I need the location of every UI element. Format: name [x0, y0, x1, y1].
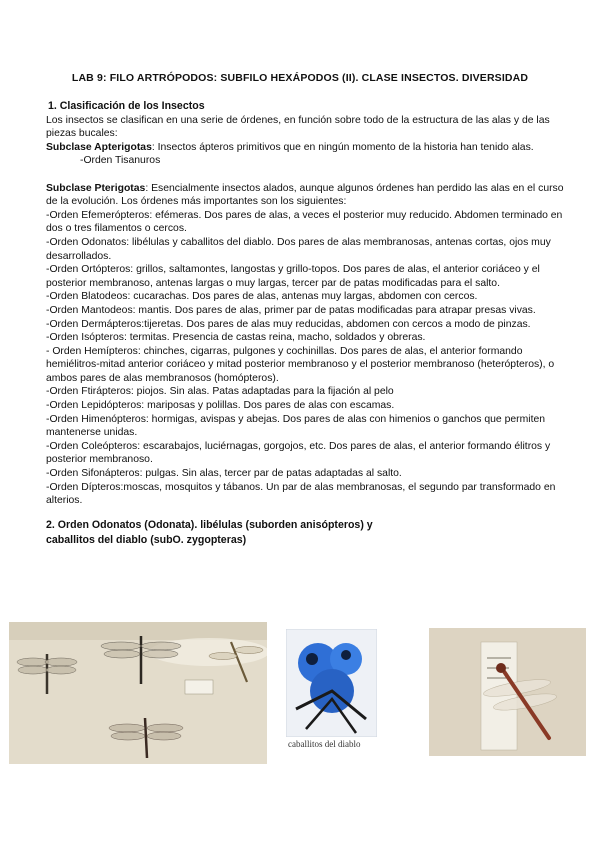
order-item: -Orden Odonatos: libélulas y caballitos del diablo. Dos pares de alas membranosas, antenas cortas, ojos muy desarrollados.: [46, 236, 551, 262]
apterigotas-orden: -Orden Tisanuros: [80, 155, 161, 167]
dragonfly-specimens-photo: [9, 622, 267, 764]
order-item: -Orden Himenópteros: hormigas, avispas y abejas. Dos pares de alas con himenios o ganchos que permiten mantenerse unidas.: [46, 413, 546, 439]
specimen-label: [185, 680, 213, 694]
section-2-heading-line2: caballitos del diablo (subO. zygopteras): [46, 533, 247, 546]
order-item: -Orden Ortópteros: grillos, saltamontes, langostas y grillo-topos. Dos pares de alas, el anterior coriáceo y el posterior membranoso, antenas largas o muy largas, tercer par de patas modificadas para el salto.: [46, 264, 540, 289]
page-title: LAB 9: FILO ARTRÓPODOS: SUBFILO HEXÁPODOS (II). CLASE INSECTOS. DIVERSIDAD: [71, 72, 529, 84]
apterigotas-paragraph: [46, 141, 564, 168]
order-item: -Orden Mantodeos: mantis. Dos pares de alas, primer par de patas modificadas para atrapar presas vivas.: [46, 304, 536, 316]
order-item: -Orden Dermápteros:tijeretas. Dos pares de alas muy reducidas, abdomen con cercos a modo de pinzas.: [46, 318, 531, 330]
order-item: -Orden Efemerópteros: efémeras. Dos pares de alas, a veces el posterior muy reducido. Abdomen terminado en dos o tres filamentos o cercos.: [46, 209, 563, 235]
pterigotas-text: : Esencialmente insectos alados, aunque algunos órdenes han perdido las alas en el curso de la evolución. Los órdenes más importantes son los siguientes:: [46, 182, 564, 208]
damselfly-photo: [286, 629, 377, 737]
section-2-heading: [46, 518, 564, 548]
order-item: -Orden Isópteros: termitas. Presencia de castas reina, macho, soldados y obreras.: [46, 332, 426, 344]
order-item: -Orden Dípteros:moscas, mosquitos y tábanos. Un par de alas membranosas, el segundo par transformado en alterios.: [46, 481, 556, 507]
apterigotas-label: Subclase Apterigotas: [46, 141, 152, 153]
order-item: -Orden Sifonápteros: pulgas. Sin alas, tercer par de patas adaptadas al salto.: [46, 468, 402, 480]
order-item: -Orden Ftirápteros: piojos. Sin alas. Patas adaptadas para la fijación al pelo: [46, 386, 394, 398]
order-item: -Orden Blatodeos: cucarachas. Dos pares de alas, antenas muy largas, abdomen con cercos.: [46, 291, 478, 303]
order-item: - Orden Hemípteros: chinches, cigarras, pulgones y cochinillas. Dos pares de alas, el anterior formando hemiélitros-mitad anterior coriáceo y mitad posterior membranoso y el posterior membranoso (heterópteros), o ambos pares de alas membranosos (homópteros).: [46, 345, 555, 384]
order-item: -Orden Coleópteros: escarabajos, luciérnagas, gorgojos, etc. Dos pares de alas, el anterior formando élitros y posterior membranoso.: [46, 440, 551, 466]
section-2-heading-line1: 2. Orden Odonatos (Odonata). libélulas (suborden anisópteros) y: [46, 518, 373, 531]
section-1-intro: Los insectos se clasifican en una serie de órdenes, en función sobre todo de la estructura de las alas y de las piezas bucales:: [46, 114, 550, 140]
pterigotas-paragraph: [46, 182, 564, 209]
pterigotas-label: Subclase Pterigotas: [46, 182, 146, 194]
section-1-heading: 1. Clasificación de los Insectos: [48, 100, 205, 112]
order-item: -Orden Lepidópteros: mariposas y polillas. Dos pares de alas con escamas.: [46, 400, 395, 412]
pinned-dragonfly-photo: [429, 628, 586, 756]
apterigotas-text: : Insectos ápteros primitivos que en ningún momento de la historia han tenido alas.: [151, 141, 534, 153]
damselfly-caption: caballitos del diablo: [288, 739, 361, 749]
section-1: [46, 100, 564, 548]
